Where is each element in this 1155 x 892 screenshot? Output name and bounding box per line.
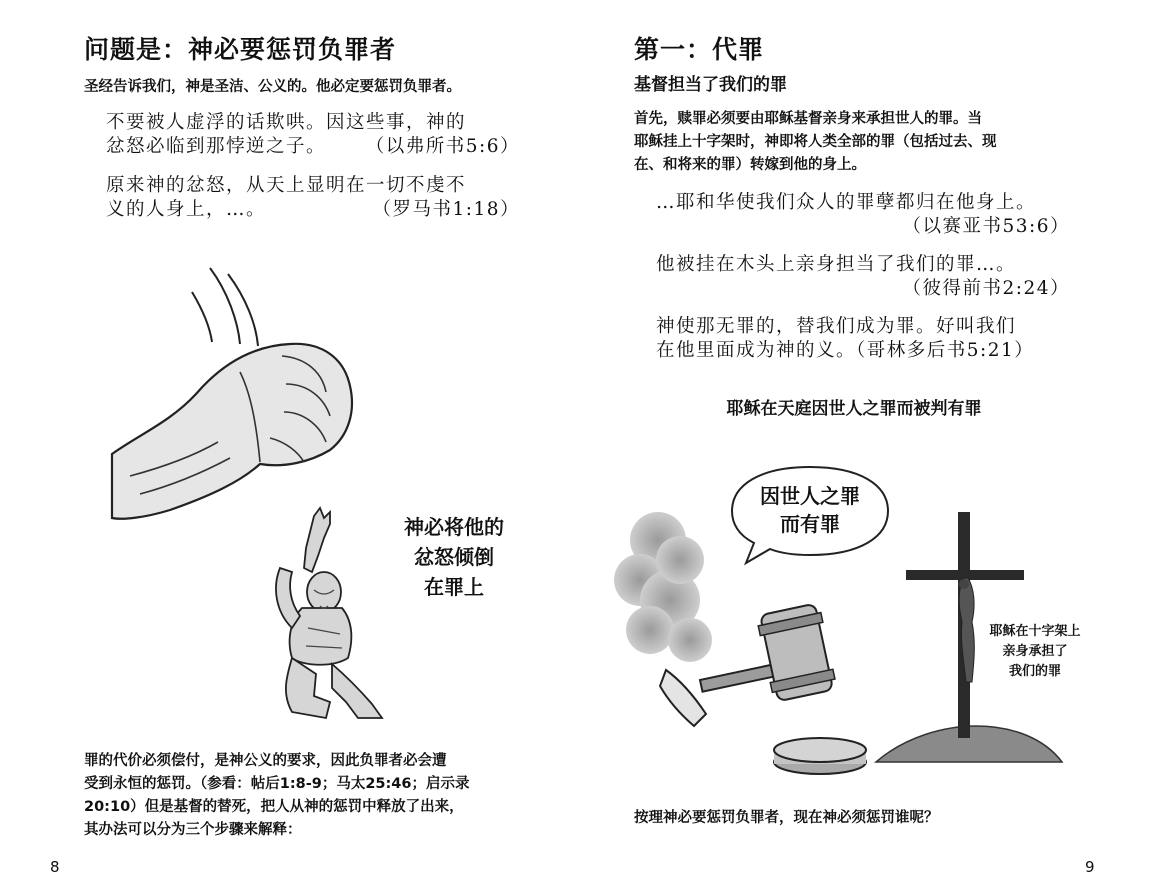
right-caption: 耶稣在天庭因世人之罪而被判有罪 xyxy=(726,399,982,419)
left-callout-line-1: 神必将他的 xyxy=(404,515,504,539)
right-quote-1-reference: （以赛亚书53:6） xyxy=(902,216,1070,237)
left-quote-2-line-1: 原来神的忿怒，从天上显明在一切不虔不 xyxy=(106,175,467,196)
left-quote-1-reference: （以弗所书5:6） xyxy=(365,136,520,157)
left-paragraph-line-3: 20:10）但是基督的替死，把人从神的惩罚中释放了出来， xyxy=(84,799,464,815)
right-quote-1-line-1: …耶和华使我们众人的罪孽都归在他身上。 xyxy=(656,192,1037,213)
right-quote-2-line-1: 他被挂在木头上亲身担当了我们的罪…。 xyxy=(656,254,1017,275)
left-paragraph-line-1: 罪的代价必须偿付，是神公义的要求，因此负罪者必会遭 xyxy=(84,753,447,769)
left-quote-2-reference: （罗马书1:18） xyxy=(372,199,520,220)
left-intro: 圣经告诉我们，神是圣洁、公义的。他必定要惩罚负罪者。 xyxy=(84,79,461,95)
left-page-number: 8 xyxy=(50,858,60,876)
right-page-subtitle: 基督担当了我们的罪 xyxy=(634,75,787,95)
right-intro-line-3: 在、和将来的罪）转嫁到他的身上。 xyxy=(634,157,866,173)
right-quote-3-line-2: 在他里面成为神的义。（哥林多后书5:21） xyxy=(656,340,1035,361)
right-intro-line-1: 首先，赎罪必须要由耶稣基督亲身来承担世人的罪。当 xyxy=(634,111,982,127)
right-quote-3-line-1: 神使那无罪的，替我们成为罪。好叫我们 xyxy=(656,316,1017,337)
cross-callout-line-1: 耶稣在十字架上 xyxy=(989,624,1081,639)
left-callout xyxy=(374,512,534,602)
right-closing-question: 按理神必要惩罚负罪者，现在神必须惩罚谁呢？ xyxy=(634,810,939,826)
gavel-illustration xyxy=(610,500,880,790)
right-quote-2-reference: （彼得前书2:24） xyxy=(902,278,1070,299)
left-paragraph-line-2: 受到永恒的惩罚。（参看：帖后1:8-9；马太25:46；启示录 xyxy=(84,776,470,792)
left-callout-line-3: 在罪上 xyxy=(424,575,484,599)
left-quote-1-line-2: 忿怒必临到那悖逆之子。 xyxy=(106,136,327,157)
right-page-title: 第一：代罪 xyxy=(634,35,765,64)
left-quote-2-line-2: 义的人身上，…。 xyxy=(106,199,267,220)
left-callout-line-2: 忿怒倾倒 xyxy=(414,545,494,569)
fist-illustration xyxy=(100,262,360,522)
speech-bubble-line-1: 因世人之罪 xyxy=(760,484,860,508)
cross-callout-line-2: 亲身承担了 xyxy=(1002,644,1068,659)
kneeling-man-illustration xyxy=(262,508,392,720)
cross-callout-line-3: 我们的罪 xyxy=(1008,664,1061,679)
left-paragraph-line-4: 其办法可以分为三个步骤来解释： xyxy=(84,822,302,838)
speech-bubble-line-2: 而有罪 xyxy=(780,512,840,536)
left-quote-1-line-1: 不要被人虚浮的话欺哄。因这些事，神的 xyxy=(106,112,467,133)
right-intro-line-2: 耶稣挂上十字架时，神即将人类全部的罪（包括过去、现 xyxy=(634,134,997,150)
right-page-number: 9 xyxy=(1085,858,1095,876)
cross-callout xyxy=(970,622,1100,682)
left-page-title: 问题是：神必要惩罚负罪者 xyxy=(84,35,397,64)
